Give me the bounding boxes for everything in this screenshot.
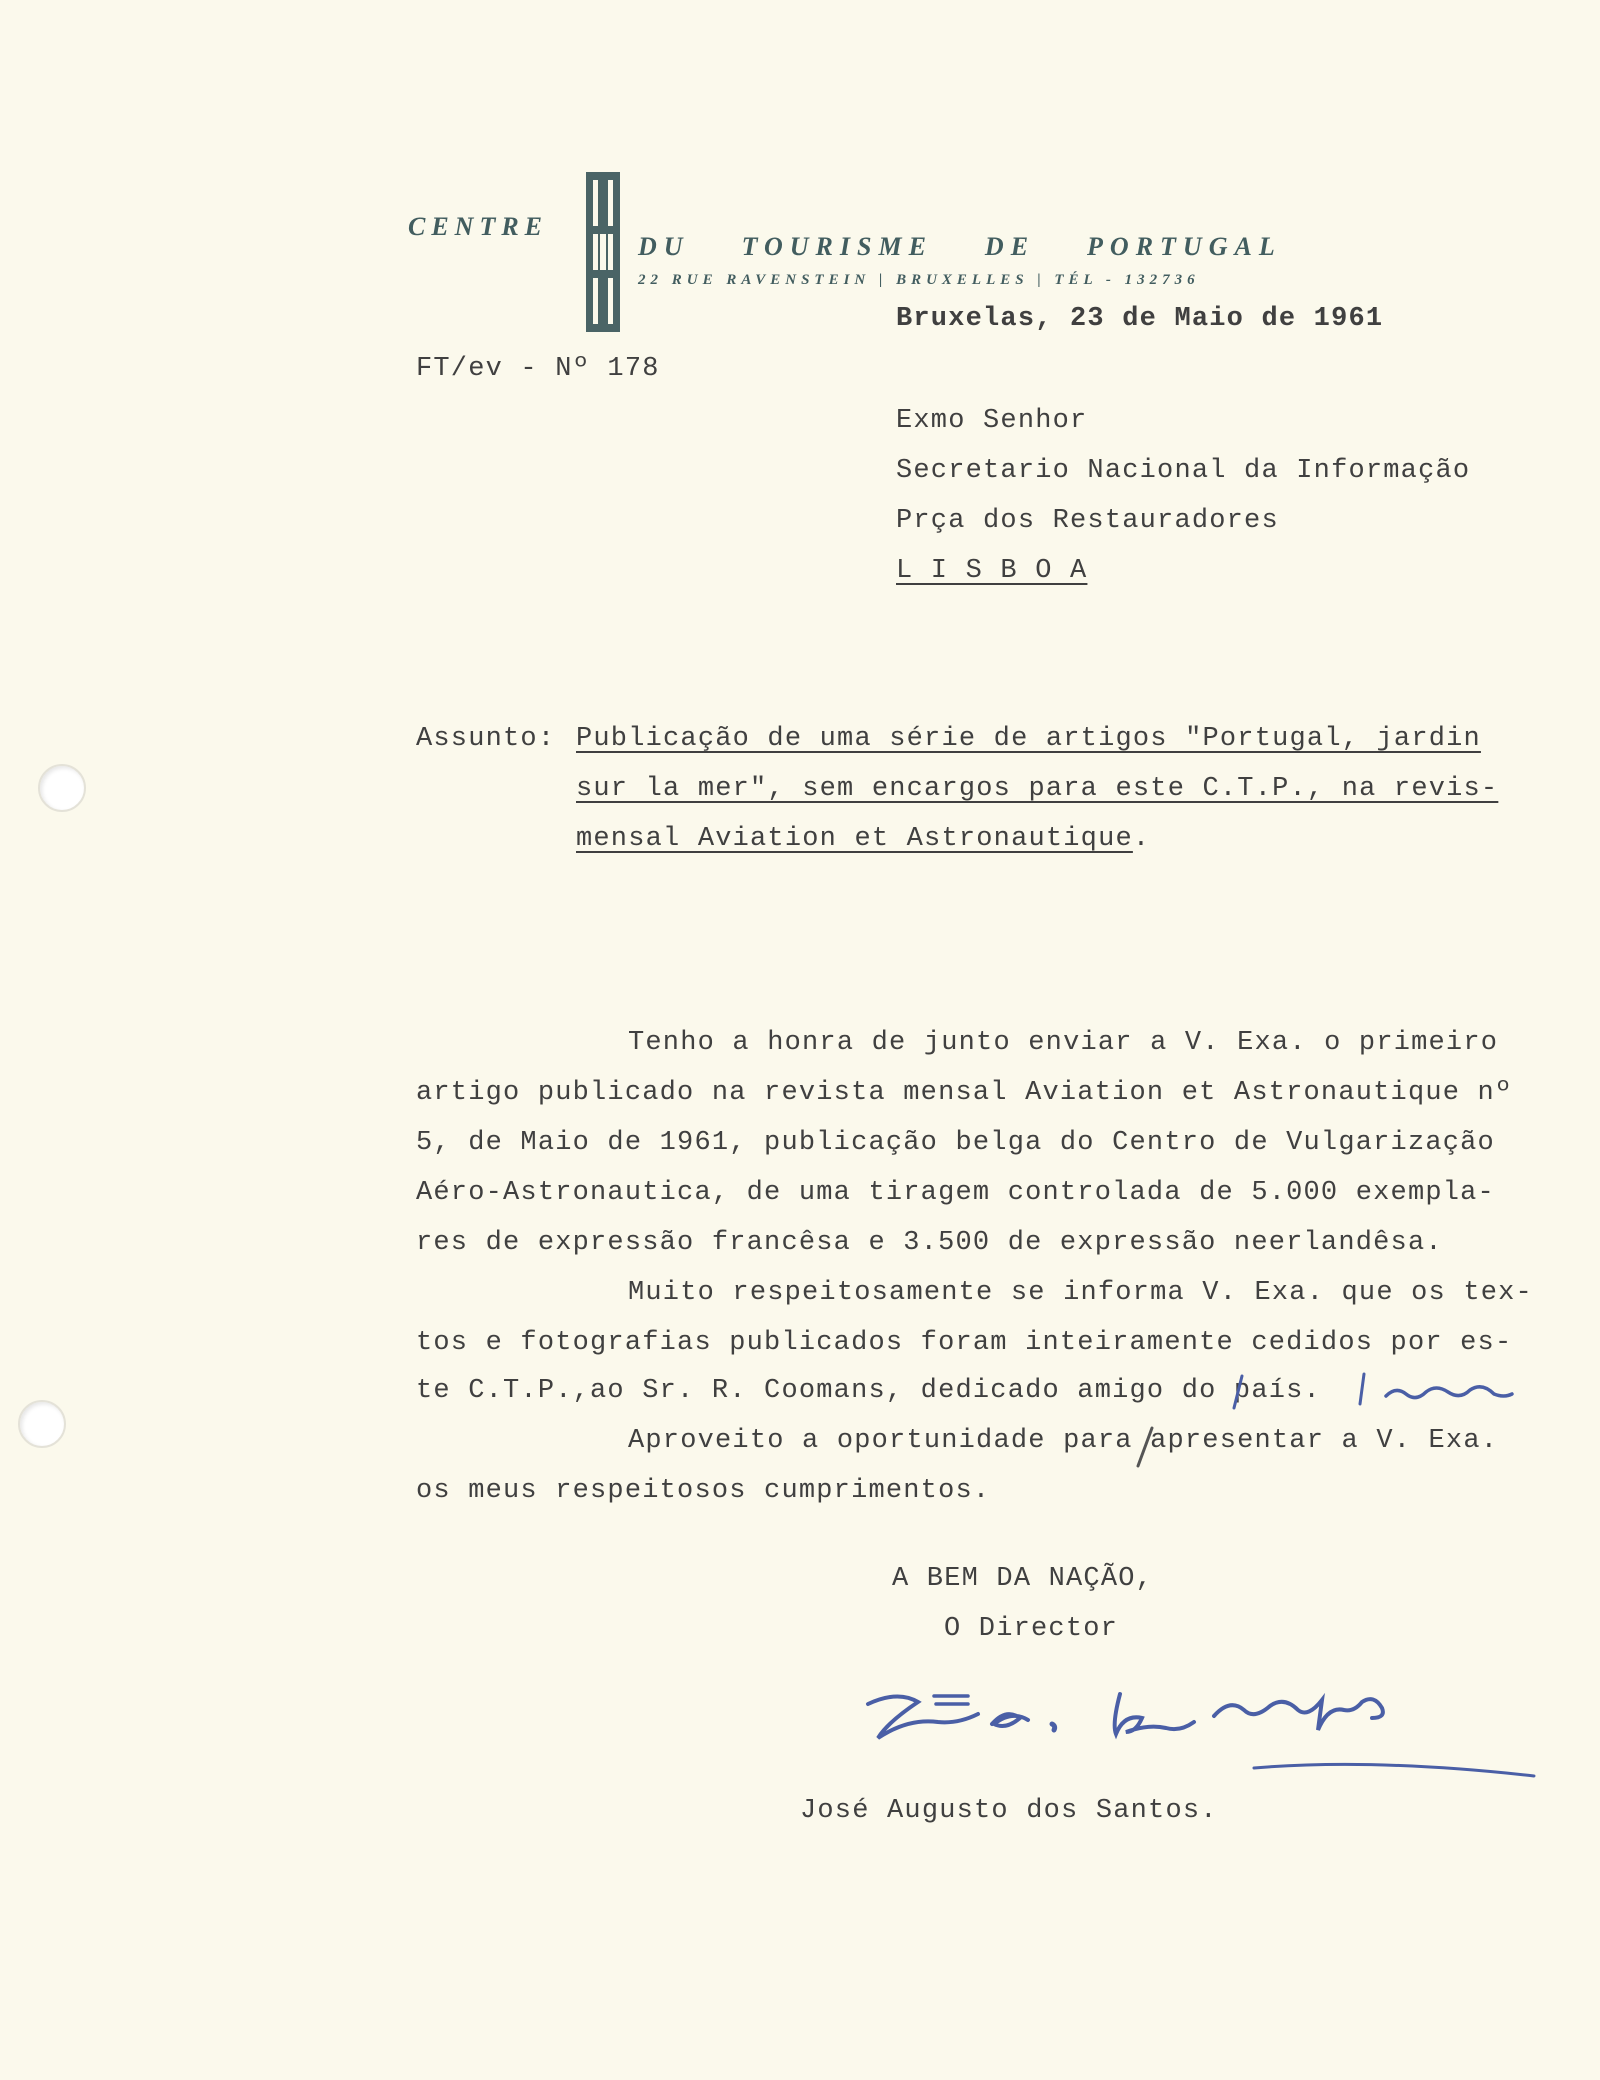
recipient-street: Prça dos Restauradores [896,506,1279,536]
recipient-title: Secretario Nacional da Informação [896,456,1471,486]
body-p1-line-4: Aéro-Astronautica, de uma tiragem controlada de 5.000 exempla- [416,1178,1495,1208]
letterhead-portugal: PORTUGAL [1087,232,1282,261]
body-p1-line-3: 5, de Maio de 1961, publicação belga do Centro de Vulgarização [416,1128,1495,1158]
body-p2-line-1: Muito respeitosamente se informa V. Exa. que os tex- [628,1278,1533,1308]
letterhead-centre [408,212,548,242]
subject-line-3-text: mensal Aviation et Astronautique [576,824,1133,854]
recipient-salutation: Exmo Senhor [896,406,1088,436]
subject-label: Assunto: [416,724,556,754]
body-p1-line-1: Tenho a honra de junto enviar a V. Exa. o primeiro [628,1028,1499,1058]
body-p1-line-2: artigo publicado na revista mensal Aviation et Astronautique nº [416,1078,1513,1108]
letterhead-tourisme: TOURISME [741,232,933,261]
letterhead-centre-text: CENTRE [408,212,549,241]
handwritten-annotation-icon [1356,1370,1536,1410]
recipient-city: L I S B O A [896,556,1088,586]
closing-role: O Director [944,1614,1119,1644]
body-p3-line-2: os meus respeitosos cumprimentos. [416,1476,991,1506]
closing-formula: A BEM DA NAÇÃO, [892,1564,1154,1594]
letterhead-address: 22 RUE RAVENSTEIN | BRUXELLES | TÉL - 132736 [638,272,1200,288]
subject-line-2: sur la mer", sem encargos para este C.T.P., na revis- [576,774,1499,804]
subject-line-3 [576,824,1150,854]
letterhead-logo-icon [586,172,620,332]
subject-line-3-end: . [1132,824,1151,854]
letterhead-title [638,232,1282,262]
letterhead-de: DE [984,232,1036,261]
handwritten-insert-mark-icon [1228,1372,1248,1412]
body-p2-line-3: te C.T.P.,ao Sr. R. Coomans, dedicado amigo do país. [416,1376,1321,1406]
punch-hole [18,1400,66,1448]
body-p3-line-1: Aproveito a oportunidade para apresentar a V. Exa. [628,1426,1499,1456]
reference-number: FT/ev - Nº 178 [416,354,660,384]
signatory-name: José Augusto dos Santos. [800,1796,1218,1826]
date-line: Bruxelas, 23 de Maio de 1961 [896,304,1384,334]
body-p2-line-2: tos e fotografias publicados foram inteiramente cedidos por es- [416,1328,1513,1358]
signature [858,1680,1538,1790]
body-p1-line-5: res de expressão francêsa e 3.500 de expressão neerlandêsa. [416,1228,1443,1258]
subject-line-1: Publicação de uma série de artigos "Portugal, jardin [576,724,1481,754]
punch-hole [38,764,86,812]
letterhead-du: DU [638,232,690,261]
